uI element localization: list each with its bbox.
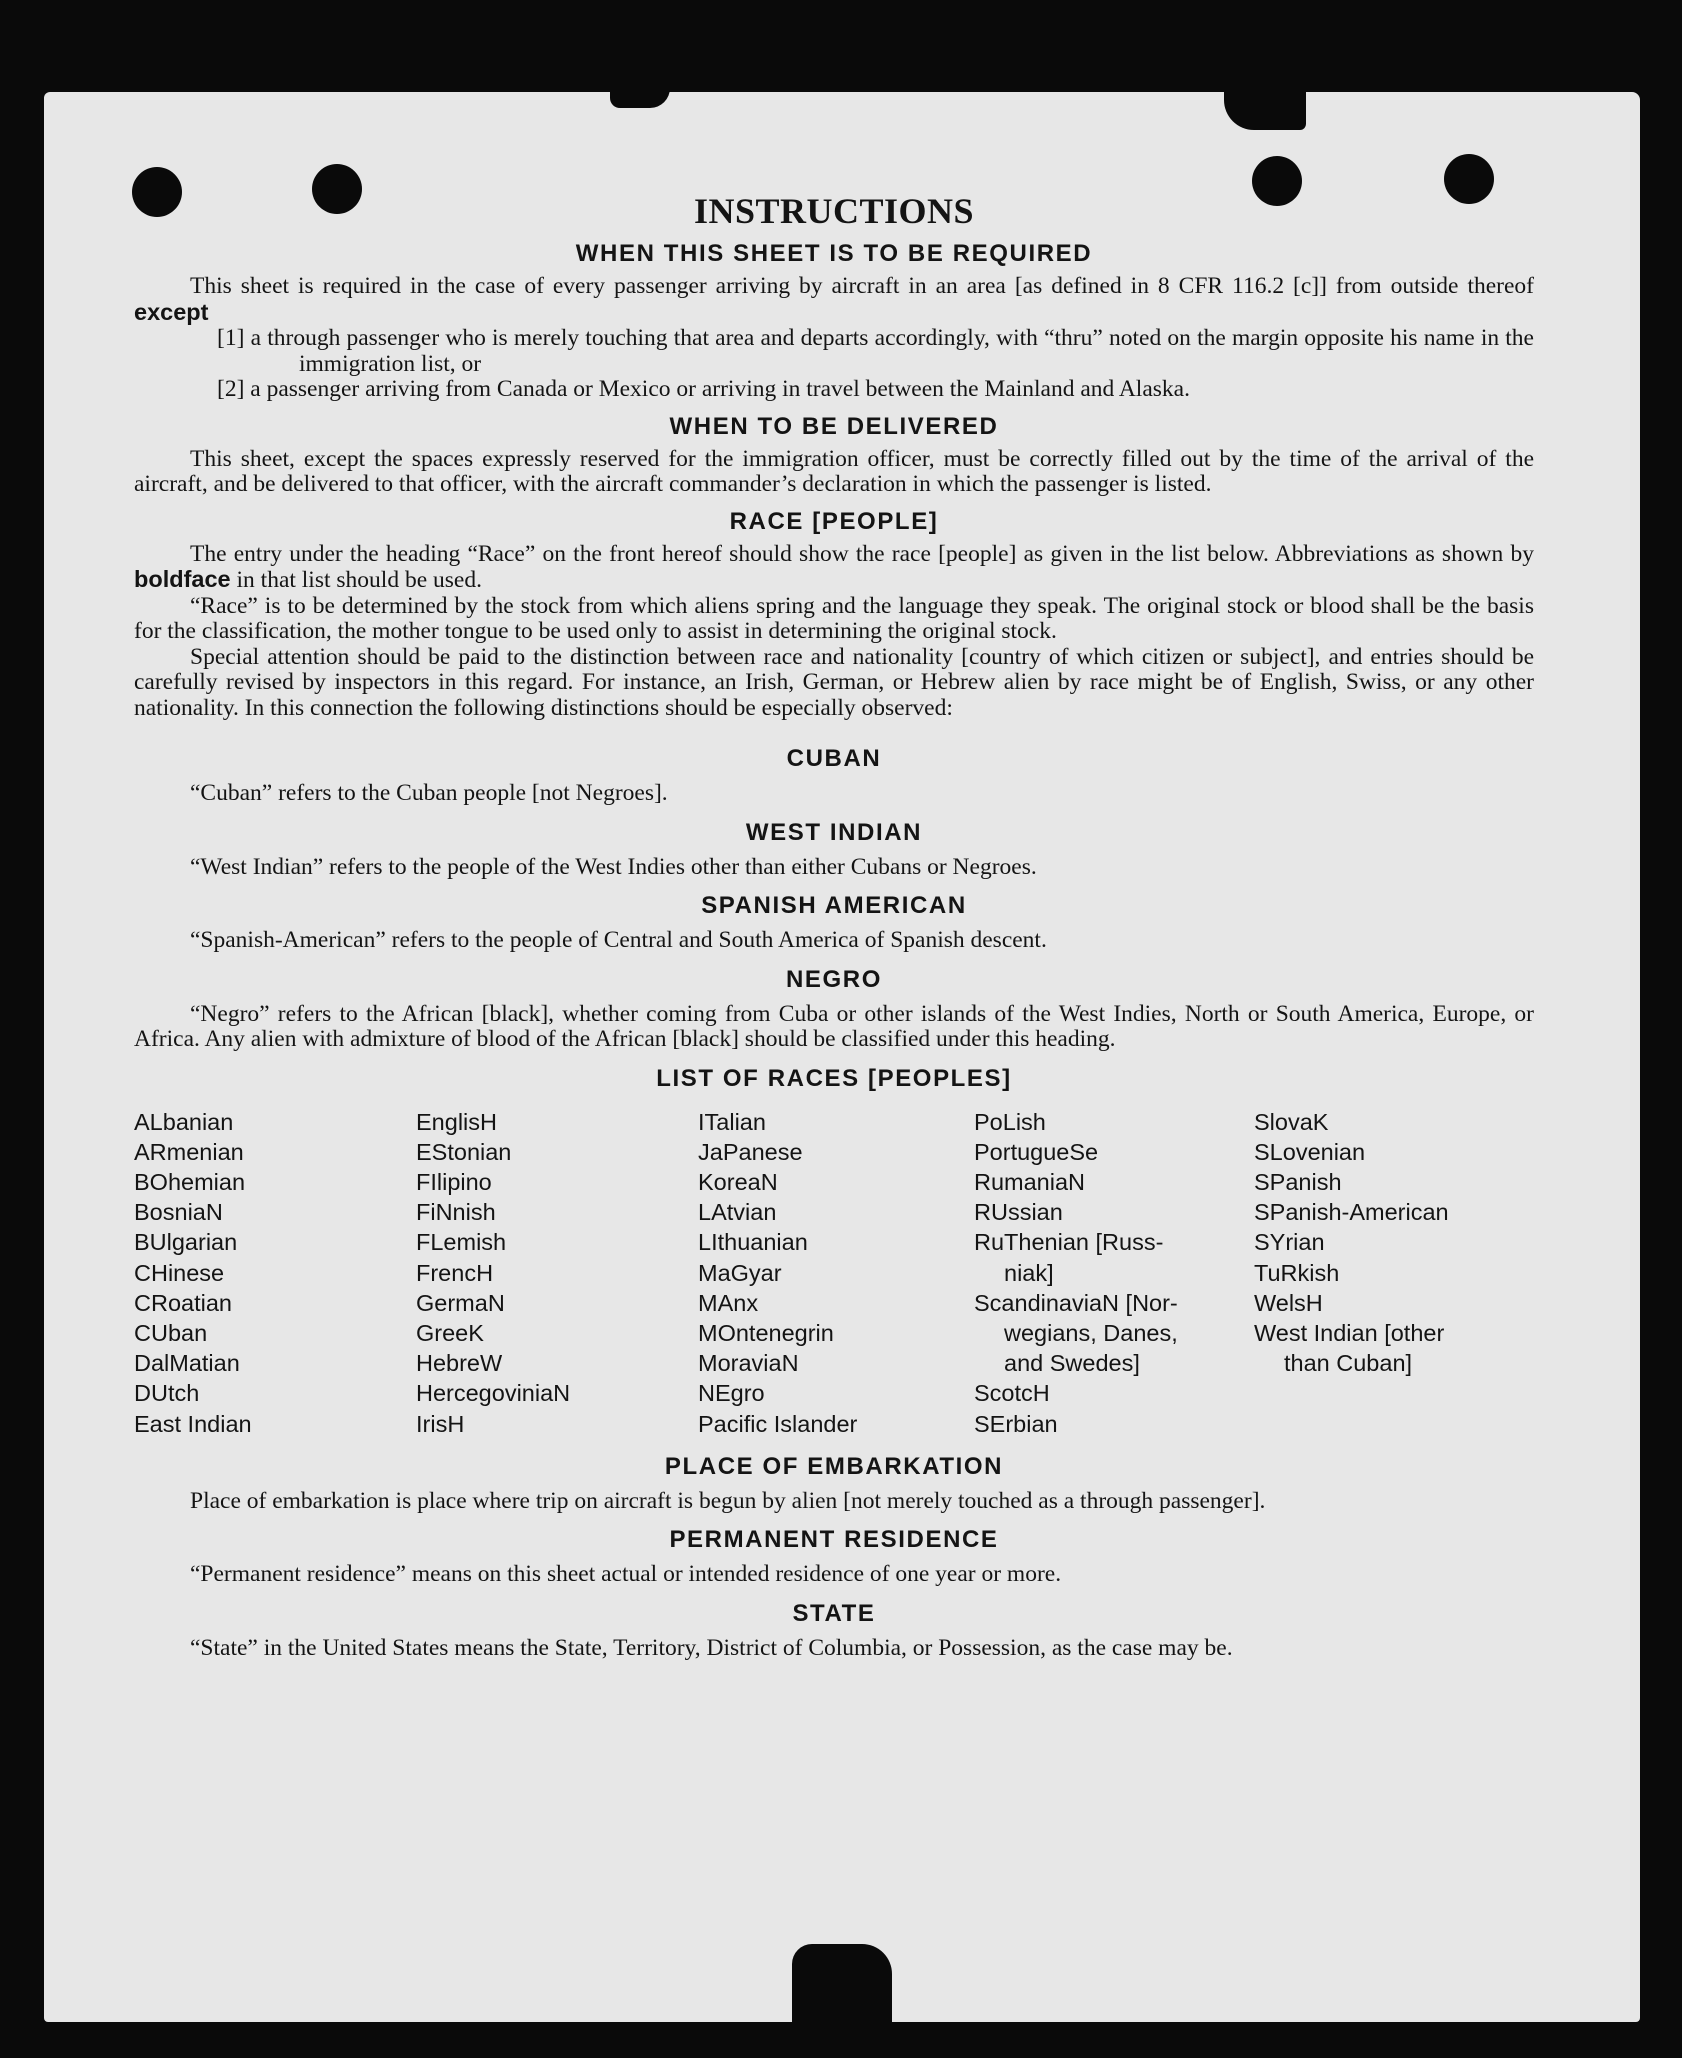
race-item: GermaN	[416, 1289, 505, 1316]
race-item: niak]	[1004, 1259, 1054, 1286]
race-item: EnglisH	[416, 1108, 497, 1135]
race-column-4	[974, 1107, 1254, 1439]
race-item: wegians, Danes,	[1004, 1319, 1178, 1346]
race-item: ScandinaviaN [Nor-	[974, 1289, 1178, 1316]
list-item-1: [1] a through passenger who is merely touching that area and departs accordingly, with “thru” noted on the margin opposite his name in the immigration list, or	[217, 325, 1534, 377]
section-heading-embarkation: PLACE OF EMBARKATION	[664, 1452, 1004, 1480]
race-item: than Cuban]	[1284, 1350, 1413, 1377]
race-item: BOhemian	[134, 1168, 246, 1195]
race-item: Pacific Islander	[698, 1410, 858, 1437]
section-heading-residence: PERMANENT RESIDENCE	[669, 1526, 999, 1554]
race-item: IrisH	[416, 1410, 465, 1437]
race-item: RUssian	[974, 1199, 1063, 1226]
race-item: HebreW	[416, 1350, 503, 1377]
paragraph-negro: “Negro” refers to the African [black], whether coming from Cuba or other islands of the West Indies, North or South America, Europe, or Africa. Any alien with admixture of blood of the African [black] should be classified under this heading.	[134, 1000, 1534, 1052]
paragraph-text: The entry under the heading “Race” on the front hereof should show the race [people] as given in the list below. Abbreviations as shown by	[190, 540, 1534, 567]
race-item: DalMatian	[134, 1350, 240, 1377]
race-column-1	[134, 1107, 416, 1439]
race-item: MOntenegrin	[698, 1319, 834, 1346]
paragraph-delivered: This sheet, except the spaces expressly reserved for the immigration officer, must be correctly filled out by the time of the arrival of the aircraft, and be delivered to that officer, with the aircraft commander’s declaration in which the passenger is listed.	[134, 445, 1534, 497]
race-item: LIthuanian	[698, 1229, 808, 1256]
section-heading-races: LIST OF RACES [PEOPLES]	[656, 1064, 1012, 1092]
race-item: JaPanese	[698, 1138, 803, 1165]
race-item: and Swedes]	[1004, 1350, 1140, 1377]
race-column-5	[1254, 1107, 1524, 1439]
paragraph-required	[134, 274, 1534, 326]
paragraph-embarkation: Place of embarkation is place where trip on aircraft is begun by alien [not merely touched as a through passenger].	[190, 1487, 1266, 1514]
race-item: East Indian	[134, 1410, 252, 1437]
race-item: FLemish	[416, 1229, 507, 1256]
race-item: NEgro	[698, 1380, 765, 1407]
race-item: MAnx	[698, 1289, 759, 1316]
race-item: SYrian	[1254, 1229, 1325, 1256]
race-item: TuRkish	[1254, 1259, 1340, 1286]
race-item: ARmenian	[134, 1138, 244, 1165]
race-item: SErbian	[974, 1410, 1058, 1437]
paragraph-residence: “Permanent residence” means on this sheet actual or intended residence of one year or more.	[190, 1561, 1062, 1588]
race-item: PoLish	[974, 1108, 1046, 1135]
paragraph-text: This sheet is required in the case of every passenger arriving by aircraft in an area [as defined in 8 CFR 116.2 [c]] from outside thereof	[190, 273, 1534, 299]
race-item: FIlipino	[416, 1168, 492, 1195]
section-heading-cuban: CUBAN	[786, 745, 882, 772]
torn-edge	[610, 86, 670, 108]
race-item: GreeK	[416, 1319, 484, 1346]
section-heading-west-indian: WEST INDIAN	[745, 818, 923, 846]
race-item: RuThenian [Russ-	[974, 1229, 1164, 1256]
bold-text: except	[134, 298, 209, 325]
section-heading-required: WHEN THIS SHEET IS TO BE REQUIRED	[575, 240, 1093, 267]
race-item: WelsH	[1254, 1289, 1323, 1316]
torn-edge	[1224, 82, 1306, 130]
paragraph-west-indian: “West Indian” refers to the people of the West Indies other than either Cubans or Negroes.	[190, 853, 1037, 880]
race-item: ALbanian	[134, 1108, 234, 1135]
paragraph-text: in that list should be used.	[230, 567, 482, 593]
section-heading-race: RACE [PEOPLE]	[729, 507, 939, 535]
section-heading-state: STATE	[792, 1599, 876, 1627]
race-item: West Indian [other	[1254, 1319, 1445, 1346]
section-heading-spanish-american: SPANISH AMERICAN	[701, 892, 967, 919]
race-item: BosniaN	[134, 1199, 223, 1226]
race-item: HercegoviniaN	[416, 1380, 571, 1407]
race-item: BUlgarian	[134, 1229, 238, 1256]
race-item: SlovaK	[1254, 1108, 1329, 1135]
race-item: EStonian	[416, 1138, 512, 1165]
race-item: FrencH	[416, 1259, 494, 1286]
race-item: MoraviaN	[698, 1350, 799, 1377]
race-item: SPanish	[1254, 1168, 1342, 1195]
race-column-2	[416, 1107, 698, 1439]
section-heading-delivered: WHEN TO BE DELIVERED	[669, 412, 999, 440]
paragraph-race-3: Special attention should be paid to the distinction between race and nationality [country of which citizen or subject], and entries should be carefully revised by inspectors in this regard. For instance, an Irish, German, or Hebrew alien by race might be of English, Swiss, or any other nationality. In this connection the following distinctions should be especially observed:	[134, 643, 1534, 721]
page-title: INSTRUCTIONS	[693, 191, 975, 231]
race-item: SPanish-American	[1254, 1199, 1449, 1226]
race-item: CRoatian	[134, 1289, 232, 1316]
bold-text: boldface	[134, 566, 231, 592]
race-item: RumaniaN	[974, 1168, 1086, 1195]
race-item: PortugueSe	[974, 1138, 1099, 1165]
race-item: MaGyar	[698, 1259, 782, 1286]
race-item: CHinese	[134, 1259, 225, 1286]
race-list	[134, 1107, 1534, 1439]
race-item: CUban	[134, 1319, 208, 1346]
race-item: LAtvian	[698, 1199, 777, 1226]
torn-edge	[792, 1944, 892, 2024]
paragraph-race-1	[134, 542, 1534, 594]
race-column-3	[698, 1107, 974, 1439]
race-item: ScotcH	[974, 1380, 1050, 1407]
list-item-2: [2] a passenger arriving from Canada or Mexico or arriving in travel between the Mainland and Alaska.	[217, 376, 1190, 402]
race-item: DUtch	[134, 1380, 200, 1407]
paragraph-race-2: “Race” is to be determined by the stock from which aliens spring and the language they speak. The original stock or blood shall be the basis for the classification, the mother tongue to be used only to assist in determining the original stock.	[134, 592, 1534, 644]
paragraph-spanish-american: “Spanish-American” refers to the people of Central and South America of Spanish descent.	[190, 927, 1047, 953]
race-item: KoreaN	[698, 1168, 778, 1195]
race-item: SLovenian	[1254, 1138, 1366, 1165]
paragraph-state: “State” in the United States means the State, Territory, District of Columbia, or Possession, as the case may be.	[190, 1634, 1233, 1661]
instructions-content	[134, 190, 1534, 1661]
race-item: ITalian	[698, 1108, 766, 1135]
race-item: FiNnish	[416, 1199, 496, 1226]
section-heading-negro: NEGRO	[785, 965, 882, 993]
paragraph-cuban: “Cuban” refers to the Cuban people [not Negroes].	[190, 780, 668, 806]
